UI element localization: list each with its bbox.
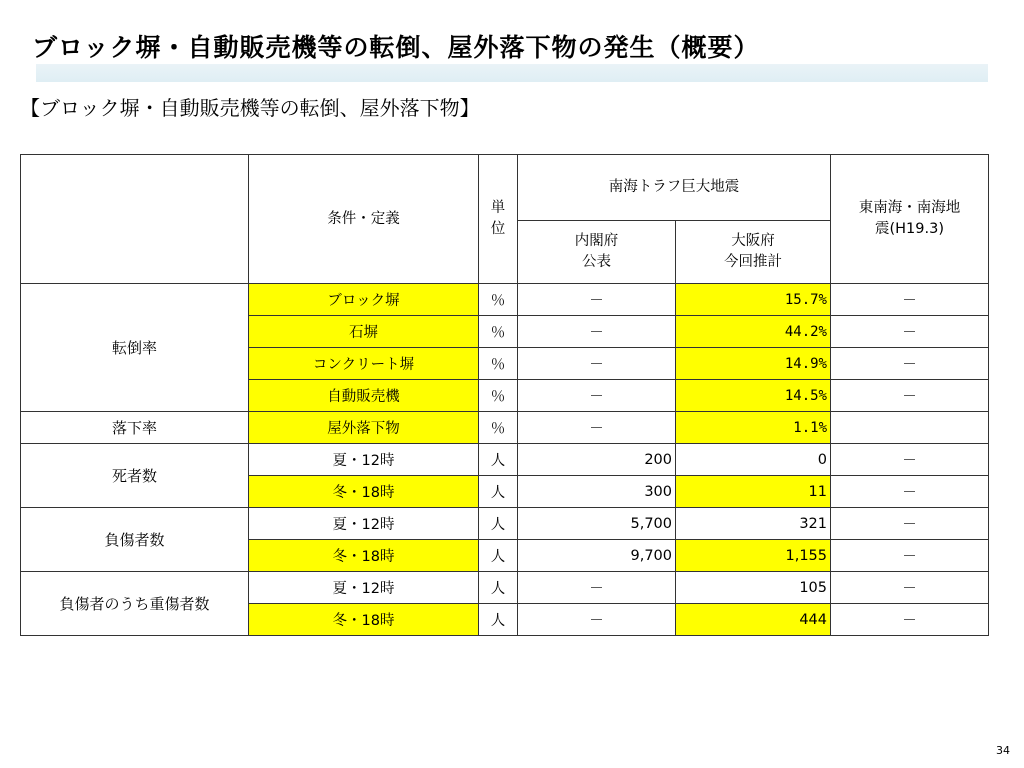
cabinet-value: － [518,412,676,444]
unit-cell: ％ [479,284,518,316]
osaka-value: 15.7% [676,284,831,316]
unit-cell: 人 [479,540,518,572]
group-overturn-rate: 転倒率 [21,284,249,412]
table-row [21,572,989,604]
section-heading: 【ブロック塀・自動販売機等の転倒、屋外落下物】 [20,96,480,120]
unit-cell: ％ [479,412,518,444]
osaka-value: 321 [676,508,831,540]
condition-cell: 石塀 [249,316,479,348]
osaka-value: 105 [676,572,831,604]
tonankai-value: － [831,540,989,572]
unit-cell: ％ [479,380,518,412]
unit-cell: 人 [479,476,518,508]
tonankai-value: － [831,348,989,380]
group-injured: 負傷者数 [21,508,249,572]
condition-cell: 夏・12時 [249,444,479,476]
cabinet-value: － [518,572,676,604]
header-blank-cell [21,155,249,284]
tonankai-value [831,412,989,444]
header-cabinet-line2: 公表 [582,254,611,270]
header-condition: 条件・定義 [249,155,479,284]
condition-cell: 自動販売機 [249,380,479,412]
condition-cell: 冬・18時 [249,540,479,572]
table-row [21,444,989,476]
osaka-value: 1.1% [676,412,831,444]
damage-table [20,154,989,636]
header-unit [479,155,518,284]
table-header-row-1 [21,155,989,221]
header-nankai-trough: 南海トラフ巨大地震 [518,155,831,221]
osaka-value: 14.9% [676,348,831,380]
unit-cell: 人 [479,508,518,540]
condition-cell: 屋外落下物 [249,412,479,444]
header-osaka-line1: 大阪府 [731,233,775,249]
group-deaths: 死者数 [21,444,249,508]
page-number: 34 [996,744,1010,757]
condition-cell: ブロック塀 [249,284,479,316]
header-cabinet-line1: 内閣府 [574,233,619,249]
cabinet-value: 200 [518,444,676,476]
header-osaka-line2: 今回推計 [724,254,782,270]
table-row [21,284,989,316]
cabinet-value: － [518,284,676,316]
header-tonankai-line1: 東南海・南海地 [858,200,961,216]
condition-cell: コンクリート塀 [249,348,479,380]
tonankai-value: － [831,572,989,604]
header-unit-line1: 単 [490,200,506,216]
tonankai-value: － [831,316,989,348]
tonankai-value: － [831,380,989,412]
osaka-value: 11 [676,476,831,508]
unit-cell: 人 [479,604,518,636]
tonankai-value: － [831,444,989,476]
table-row [21,508,989,540]
cabinet-value: － [518,604,676,636]
header-osaka-estimate [676,221,831,284]
osaka-value: 444 [676,604,831,636]
cabinet-value: 300 [518,476,676,508]
osaka-value: 14.5% [676,380,831,412]
group-serious-injuries: 負傷者のうち重傷者数 [21,572,249,636]
unit-cell: ％ [479,348,518,380]
tonankai-value: － [831,284,989,316]
osaka-value: 0 [676,444,831,476]
cabinet-value: － [518,380,676,412]
condition-cell: 冬・18時 [249,476,479,508]
cabinet-value: 9,700 [518,540,676,572]
cabinet-value: － [518,316,676,348]
header-cabinet-office [518,221,676,284]
header-unit-line2: 位 [490,221,506,237]
cabinet-value: 5,700 [518,508,676,540]
condition-cell: 夏・12時 [249,572,479,604]
unit-cell: ％ [479,316,518,348]
tonankai-value: － [831,476,989,508]
header-tonankai-line2: 震(H19.3) [874,221,944,237]
osaka-value: 44.2% [676,316,831,348]
cabinet-value: － [518,348,676,380]
tonankai-value: － [831,604,989,636]
osaka-value: 1,155 [676,540,831,572]
tonankai-value: － [831,508,989,540]
unit-cell: 人 [479,572,518,604]
unit-cell: 人 [479,444,518,476]
condition-cell: 夏・12時 [249,508,479,540]
header-tonankai [831,155,989,284]
table-row [21,412,989,444]
title-underline-bar [36,64,988,82]
slide-title: ブロック塀・自動販売機等の転倒、屋外落下物の発生（概要） [32,33,760,62]
group-fall-rate: 落下率 [21,412,249,444]
condition-cell: 冬・18時 [249,604,479,636]
